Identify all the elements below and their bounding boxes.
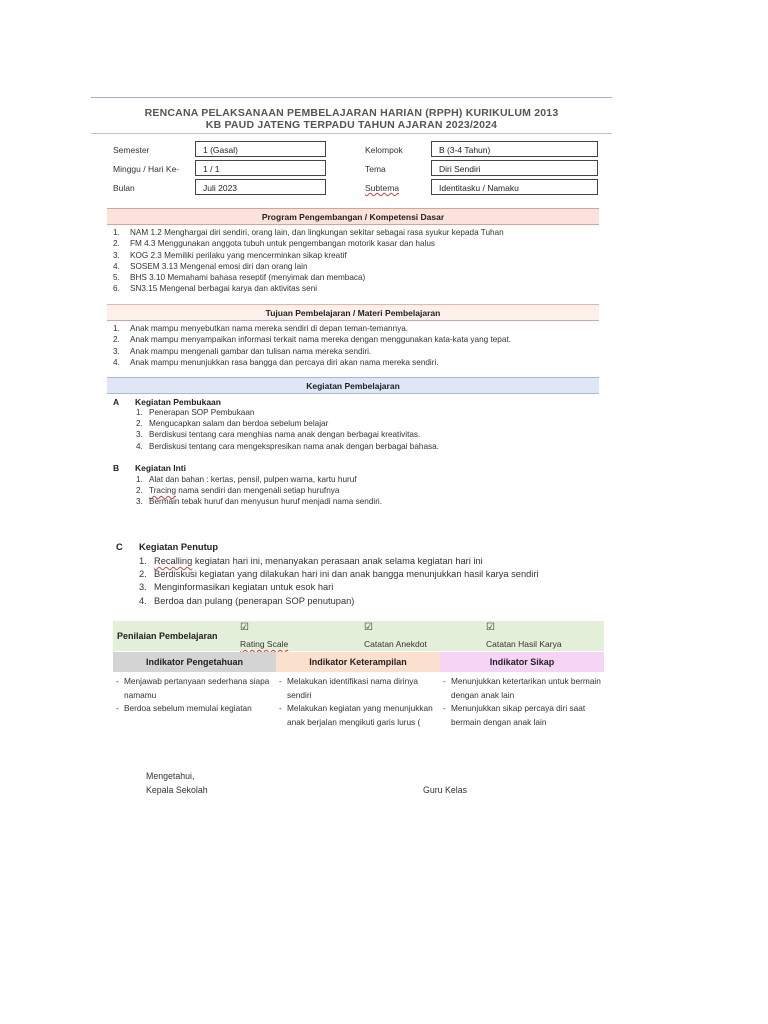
- indikator-sikap-header: Indikator Sikap: [440, 652, 604, 672]
- list-item: - Menunjukkan ketertarikan untuk bermain dengan anak lain: [443, 676, 601, 700]
- title-divider: [91, 133, 612, 134]
- list-item: - Menjawab pertanyaan sederhana siapa namamu: [116, 676, 270, 700]
- list-item: 1. Penerapan SOP Pembukaan: [136, 408, 255, 417]
- rating-scale-label: Rating Scale: [240, 639, 289, 649]
- kepala-sekolah-text: Kepala Sekolah: [146, 785, 208, 795]
- section-a-letter: A: [113, 397, 120, 407]
- checkbox-checked-icon[interactable]: ☑: [486, 622, 495, 633]
- list-item: 1. Recalling kegiatan hari ini, menanyakan perasaan anak selama kegiatan hari ini: [139, 556, 483, 566]
- program-list: [113, 228, 603, 296]
- list-item: 2. FM 4.3 Menggunakan anggota tubuh untuk pengembangan motorik kasar dan halus: [113, 239, 435, 249]
- list-item: 4. Berdiskusi tentang cara mengekspresikan nama anak dengan berbagai bahasa.: [136, 441, 439, 451]
- mengetahui-text: Mengetahui,: [146, 771, 195, 781]
- indikator-keterampilan-header: Indikator Keterampilan: [276, 652, 440, 672]
- subtema-label: Subtema: [365, 183, 400, 193]
- section-c-letter: C: [116, 542, 123, 552]
- tema-label: Tema: [365, 164, 386, 174]
- list-item: 2. Anak mampu menyampaikan informasi terkait nama mereka dengan menggunakan kata-kata yang tepat.: [113, 335, 511, 345]
- section-c-list: [139, 556, 539, 609]
- document-subtitle: KB PAUD JATENG TERPADU TAHUN AJARAN 2023/2024: [205, 119, 498, 131]
- program-header: Program Pengembangan / Kompetensi Dasar: [107, 208, 599, 225]
- bulan-field: Juli 2023: [195, 179, 326, 195]
- list-item: 3. Menginformasikan kegiatan untuk esok hari: [139, 582, 334, 593]
- list-item: 1. Alat dan bahan : kertas, pensil, pulpen warna, kartu huruf: [136, 475, 357, 484]
- list-item: - Melakukan identifikasi nama dirinya sendiri: [279, 676, 418, 700]
- catatan-hasil-karya-label: Catatan Hasil Karya: [486, 639, 562, 649]
- indikator-sikap-list: [443, 675, 601, 729]
- guru-kelas-text: Guru Kelas: [423, 785, 468, 795]
- kegiatan-header: Kegiatan Pembelajaran: [107, 377, 599, 394]
- tema-field: Diri Sendiri: [431, 160, 598, 176]
- document-title: RENCANA PELAKSANAAN PEMBELAJARAN HARIAN (RPPH) KURIKULUM 2013: [144, 107, 559, 119]
- list-item: 4. Anak mampu menunjukkan rasa bangga dan percaya diri akan nama mereka sendiri.: [113, 357, 439, 367]
- minggu-field: 1 / 1: [195, 160, 326, 176]
- checkbox-checked-icon[interactable]: ☑: [364, 622, 373, 633]
- indikator-keterampilan-list: [279, 675, 437, 729]
- list-item: 3. Anak mampu mengenali gambar dan tulisan nama mereka sendiri.: [113, 346, 372, 356]
- list-item: - Berdoa sebelum memulai kegiatan: [116, 703, 252, 713]
- list-item: 1. NAM 1.2 Menghargai diri sendiri, orang lain, dan lingkungan sekitar sebagai rasa syukur kepada Tuhan: [113, 228, 504, 237]
- list-item: 3. Bermain tebak huruf dan menyusun huruf menjadi nama sendiri.: [136, 497, 383, 507]
- list-item: - Melakukan kegiatan yang menunjukkan anak berjalan mengikuti garis lurus (: [279, 703, 433, 727]
- section-b-letter: B: [113, 463, 120, 473]
- semester-label: Semester: [113, 145, 150, 155]
- list-item: 4. Berdoa dan pulang (penerapan SOP penutupan): [139, 595, 355, 606]
- section-c-title: Kegiatan Penutup: [139, 542, 219, 552]
- indikator-pengetahuan-header: Indikator Pengetahuan: [113, 652, 276, 672]
- minggu-label: Minggu / Hari Ke-: [113, 164, 180, 174]
- section-b-list: [136, 475, 382, 509]
- list-item: 2. Berdiskusi kegiatan yang dilakukan hari ini dan anak bangga menunjukkan hasil karya sendiri: [139, 569, 539, 580]
- list-item: 3. KOG 2.3 Memiliki perilaku yang mencerminkan sikap kreatif: [113, 250, 347, 260]
- tujuan-list: [113, 324, 603, 369]
- list-item: - Menunjukkan sikap percaya diri saat bermain dengan anak lain: [443, 703, 586, 727]
- list-item: 2. Tracing nama sendiri dan mengenali setiap hurufnya: [136, 486, 340, 496]
- list-item: 4. SOSEM 3.13 Mengenal emosi diri dan orang lain: [113, 261, 308, 271]
- bulan-label: Bulan: [113, 183, 135, 193]
- semester-field: 1 (Gasal): [195, 141, 326, 157]
- top-divider: [91, 97, 612, 98]
- kelompok-field: B (3-4 Tahun): [431, 141, 598, 157]
- list-item: 1. Anak mampu menyebutkan nama mereka sendiri di depan teman-temannya.: [113, 324, 409, 333]
- penilaian-title: Penilaian Pembelajaran: [117, 631, 218, 641]
- kelompok-label: Kelompok: [365, 145, 403, 155]
- list-item: 5. BHS 3.10 Memahami bahasa reseptif (menyimak dan membaca): [113, 273, 366, 283]
- section-a-list: [136, 408, 439, 453]
- list-item: 3. Berdiskusi tentang cara menghias nama anak dengan berbagai kreativitas.: [136, 430, 421, 440]
- subtema-field: Identitasku / Namaku: [431, 179, 598, 195]
- catatan-anekdot-label: Catatan Anekdot: [364, 639, 427, 649]
- checkbox-checked-icon[interactable]: ☑: [240, 622, 249, 633]
- tujuan-header: Tujuan Pembelajaran / Materi Pembelajaran: [107, 304, 599, 321]
- list-item: 2. Mengucapkan salam dan berdoa sebelum belajar: [136, 419, 329, 429]
- section-b-title: Kegiatan Inti: [135, 463, 187, 473]
- section-a-title: Kegiatan Pembukaan: [135, 397, 221, 407]
- indikator-pengetahuan-list: [116, 675, 272, 716]
- list-item: 6. SN3.15 Mengenal berbagai karya dan aktivitas seni: [113, 284, 318, 294]
